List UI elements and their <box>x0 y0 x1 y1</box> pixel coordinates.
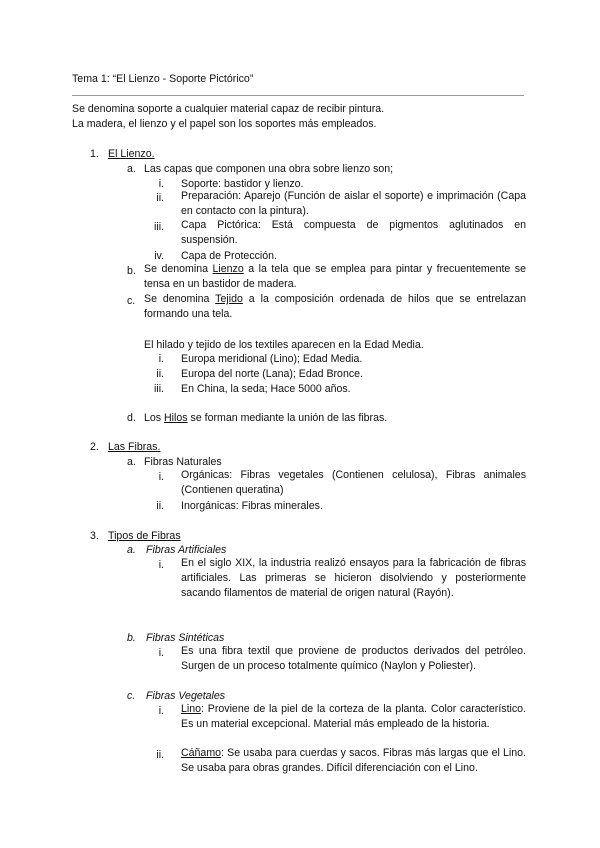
intro-line-2: La madera, el lienzo y el papel son los soportes más empleados. <box>72 118 377 130</box>
s1-a-iii-marker: iii. <box>153 221 164 233</box>
s3-a-title: Fibras Artificiales <box>146 544 227 556</box>
term-hilos: Hilos <box>164 412 188 424</box>
s3-b-i-text: Es una fibra textil que proviene de productos derivados del petróleo. Surgen de un proceso totalmente químico (Naylon y Poliester). <box>181 645 526 672</box>
s2-a-text: Fibras Naturales <box>144 456 222 468</box>
s1-d-text <box>144 412 387 425</box>
s1-note-ii-marker: ii. <box>156 368 164 380</box>
s3-b-i-marker: i. <box>158 647 164 659</box>
section-1-number: 1. <box>90 148 99 160</box>
s1-a-iv-marker: iv. <box>154 250 164 262</box>
s3-c-marker: c. <box>127 690 136 702</box>
s3-a-i-marker: i. <box>158 559 164 571</box>
s1-c-text <box>144 292 526 322</box>
s3-c-i-body: : Proviene de la piel de la corteza de la planta. Color característico. Es un material excepcional. Material más empleado de la historia. <box>181 703 526 730</box>
s2-a-i-marker: i. <box>158 471 164 483</box>
s1-note-i-marker: i. <box>158 353 164 365</box>
s1-a-text: Las capas que componen una obra sobre lienzo son; <box>144 163 394 175</box>
s1-d-marker: d. <box>127 412 136 424</box>
s1-c-post: a la composición ordenada de hilos que se entrelazan formando una tela. <box>144 293 526 320</box>
s3-c-ii-body: : Se usaba para cuerdas y sacos. Fibras más largas que el Lino. Se usaba para obras grandes. Difícil diferenciación con el Lino. <box>181 747 526 774</box>
s1-a-i-text: Soporte: bastidor y lienzo. <box>181 178 304 190</box>
s3-c-title: Fibras Vegetales <box>146 690 226 702</box>
section-2-heading: Las Fibras. <box>108 441 161 453</box>
s3-b-title: Fibras Sintéticas <box>146 632 225 644</box>
s1-a-ii-marker: ii. <box>156 192 164 204</box>
s1-b-marker: b. <box>127 265 136 277</box>
s3-c-i-text <box>181 702 526 732</box>
title-divider <box>72 95 524 96</box>
s1-a-ii-text: Preparación: Aparejo (Función de aislar el soporte) e imprimación (Capa en contacto con la pintura). <box>181 190 526 217</box>
term-canamo: Cáñamo <box>181 747 222 759</box>
s1-c-pre: Se denomina <box>144 293 216 305</box>
s1-b-pre: Se denomina <box>144 263 213 275</box>
s3-c-ii-marker: ii. <box>156 749 164 761</box>
s1-note-i-text: Europa meridional (Lino); Edad Media. <box>181 353 363 365</box>
section-3-number: 3. <box>90 530 99 542</box>
term-lino: Lino <box>181 703 202 715</box>
section-3-heading: Tipos de Fibras <box>108 530 181 542</box>
s1-d-pre: Los <box>144 412 165 424</box>
s1-note-iii-text: En China, la seda; Hace 5000 años. <box>181 383 351 395</box>
s1-note: El hilado y tejido de los textiles aparecen en la Edad Media. <box>144 339 424 351</box>
s1-note-iii-marker: iii. <box>153 383 164 395</box>
term-lienzo: Lienzo <box>212 263 244 275</box>
s1-a-iii-text: Capa Pictórica: Está compuesta de pigmentos aglutinados en suspensión. <box>181 219 526 246</box>
s2-a-i-text: Orgánicas: Fibras vegetales (Contienen celulosa), Fibras animales (Contienen queratina) <box>181 469 526 496</box>
section-1-heading: El Lienzo. <box>108 148 155 160</box>
s1-b-post: a la tela que se emplea para pintar y frecuentemente se tensa en un bastidor de madera. <box>144 263 526 290</box>
s1-b-text <box>144 262 526 292</box>
s2-a-ii-marker: ii. <box>156 500 164 512</box>
s1-a-iv-text: Capa de Protección. <box>181 250 277 262</box>
term-tejido: Tejido <box>215 293 243 305</box>
document-title: Tema 1: “El Lienzo - Soporte Pictórico” <box>72 73 254 85</box>
s3-b-marker: b. <box>127 632 136 644</box>
s1-a-marker: a. <box>127 163 136 175</box>
section-2-number: 2. <box>90 441 99 453</box>
s1-d-post: se forman mediante la unión de las fibras. <box>187 412 388 424</box>
s2-a-ii-text: Inorgánicas: Fibras minerales. <box>181 500 323 512</box>
s1-note-ii-text: Europa del norte (Lana); Edad Bronce. <box>181 368 363 380</box>
intro-line-1: Se denomina soporte a cualquier material capaz de recibir pintura. <box>72 103 385 115</box>
s2-a-marker: a. <box>127 456 136 468</box>
s3-a-i-text: En el siglo XIX, la industria realizó ensayos para la fabricación de fibras artificiales. Las primeras se hicieron disolviendo y posteriormente sacando filamentos de material de origen natural (Rayón). <box>181 557 526 599</box>
s1-a-i-marker: i. <box>158 178 164 190</box>
s3-c-i-marker: i. <box>158 705 164 717</box>
s3-c-ii-text <box>181 746 526 776</box>
s1-c-marker: c. <box>127 295 136 307</box>
s3-a-marker: a. <box>127 544 136 556</box>
